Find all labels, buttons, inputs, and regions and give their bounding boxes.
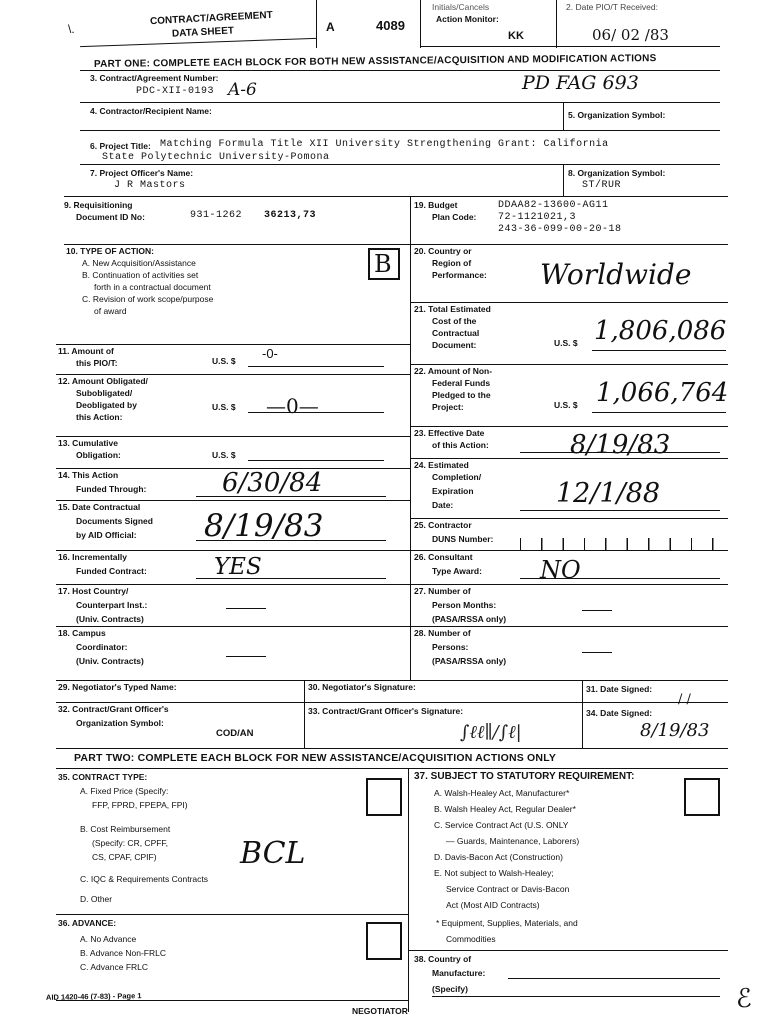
rule [56, 374, 410, 375]
type-of-action-b2: forth in a contractual document [94, 282, 211, 292]
statutory-e3: Act (Most AID Contracts) [446, 900, 540, 910]
completion-value: 12/1/88 [556, 478, 661, 509]
contract-type-label: 35. CONTRACT TYPE: [58, 772, 148, 782]
form-title-line2: DATA SHEET [171, 25, 235, 40]
header-bottom-rule [420, 46, 720, 47]
pio-amount-line [248, 366, 384, 367]
duns-label1: 25. Contractor [414, 520, 472, 530]
rule [64, 196, 728, 197]
non-federal-value: 1,066,764 [596, 378, 729, 408]
completion-label3: Expiration [432, 486, 474, 496]
host-country-label2: Counterpart Inst.: [76, 600, 148, 610]
form-letter: A [326, 20, 335, 34]
contract-officer-org-value: COD/AN [216, 728, 254, 739]
statutory-d: D. Davis-Bacon Act (Construction) [434, 852, 563, 862]
non-federal-label2: Federal Funds [432, 378, 491, 388]
pio-amount-value: -0- [262, 346, 278, 361]
advance-checkbox[interactable] [366, 922, 402, 960]
non-federal-label1: 22. Amount of Non- [414, 366, 493, 376]
person-months-dash [582, 610, 612, 611]
header-divider [420, 0, 421, 48]
statutory-e1: E. Not subject to Walsh-Healey; [434, 868, 554, 878]
persons-label3: (PASA/RSSA only) [432, 656, 507, 666]
completion-label2: Completion/ [432, 472, 482, 482]
rule [64, 244, 728, 245]
rule [410, 518, 728, 519]
project-title-value1: Matching Formula Title XII University Strengthening Grant: California [160, 139, 609, 150]
campus-dash [226, 656, 266, 657]
contract-number-value: PDC-XII-0193 [136, 86, 215, 97]
incremental-value: YES [214, 554, 262, 580]
page-mark: \. [68, 22, 75, 36]
rule [56, 550, 728, 551]
rule [56, 500, 410, 501]
person-months-label1: 27. Number of [414, 586, 471, 596]
requisition-label1: 9. Requisitioning [64, 200, 133, 210]
contract-type-b3: CS, CPAF, CPIF) [92, 852, 157, 862]
contract-officer-label1: 32. Contract/Grant Officer's [58, 704, 169, 714]
requisition-label2: Document ID No: [76, 212, 145, 222]
funded-through-value: 6/30/84 [222, 468, 323, 498]
manufacture-line2 [432, 996, 720, 997]
date-signed-34-value: 8/19/83 [640, 720, 710, 741]
date-signed-label1: 15. Date Contractual [58, 502, 141, 512]
contract-number-hand: A-6 [228, 80, 257, 100]
budget-value2: 72-1121021,3 [498, 212, 577, 223]
header-divider [556, 0, 557, 48]
negotiator-signature-label: 30. Negotiator's Signature: [308, 682, 416, 692]
date-pio-value: 06/ 02 /83 [592, 26, 669, 44]
total-cost-label2: Cost of the [432, 316, 477, 326]
type-of-action-b1: B. Continuation of activities set [82, 270, 199, 280]
statutory-c1: C. Service Contract Act (U.S. ONLY [434, 820, 569, 830]
obligated-label4: this Action: [76, 412, 123, 422]
action-monitor-value: KK [508, 30, 524, 42]
person-months-label3: (PASA/RSSA only) [432, 614, 507, 624]
host-country-label1: 17. Host Country/ [58, 586, 129, 596]
advance-label: 36. ADVANCE: [58, 918, 117, 928]
rule [56, 626, 728, 627]
rule [56, 436, 410, 437]
org-symbol-label: 5. Organization Symbol: [568, 110, 666, 120]
completion-label4: Date: [432, 500, 454, 510]
rule [410, 364, 728, 365]
person-months-label2: Person Months: [432, 600, 497, 610]
header-divider [316, 0, 317, 48]
budget-label1: 19. Budget [414, 200, 458, 210]
persons-dash [582, 652, 612, 653]
rule [410, 302, 728, 303]
obligated-value: —0— [266, 394, 319, 418]
obligated-label2: Subobligated/ [76, 388, 133, 398]
cumulative-label1: 13. Cumulative [58, 438, 118, 448]
divider [563, 102, 564, 130]
funded-through-label2: Funded Through: [76, 484, 147, 494]
requisition-value: 931-1262 [190, 210, 243, 221]
contract-number-label: 3. Contract/Agreement Number: [90, 73, 219, 83]
form-id: AID 1420-46 (7-83) - Page 1 [45, 991, 142, 1002]
type-of-action-checkbox[interactable] [368, 248, 400, 280]
rule [56, 680, 728, 681]
rule [56, 344, 410, 345]
pio-amount-currency: U.S. $ [212, 356, 236, 366]
incremental-label2: Funded Contract: [76, 566, 147, 576]
form-title-line1: CONTRACT/AGREEMENT [149, 9, 273, 28]
divider [304, 680, 305, 748]
contract-type-c: C. IQC & Requirements Contracts [80, 874, 209, 884]
persons-label2: Persons: [432, 642, 469, 652]
rule [56, 914, 408, 915]
project-officer-value: J R Mastors [114, 180, 186, 191]
requisition-value2: 36213,73 [264, 210, 317, 221]
statutory-checkbox[interactable] [684, 778, 720, 816]
funded-through-label1: 14. This Action [58, 470, 119, 480]
type-of-action-c1: C. Revision of work scope/purpose [82, 294, 214, 304]
manufacture-label2: Manufacture: [432, 968, 486, 978]
budget-value3: 243-36-099-00-20-18 [498, 224, 622, 235]
project-title-label: 6. Project Title: [90, 141, 151, 151]
host-country-label3: (Univ. Contracts) [76, 614, 144, 624]
contract-officer-signature-label: 33. Contract/Grant Officer's Signature: [308, 706, 464, 716]
persons-label1: 28. Number of [414, 628, 471, 638]
pio-amount-label1: 11. Amount of [58, 346, 114, 356]
obligated-label3: Deobligated by [76, 400, 137, 410]
corner-mark: ℰ [736, 984, 752, 1014]
completion-line [520, 510, 720, 511]
non-federal-label3: Pledged to the [432, 390, 491, 400]
action-monitor-label: Action Monitor: [436, 14, 499, 24]
country-label3: Performance: [432, 270, 487, 280]
consultant-label1: 26. Consultant [414, 552, 473, 562]
completion-label1: 24. Estimated [414, 460, 469, 470]
date-signed-label2: Documents Signed [76, 516, 153, 526]
header-rule [80, 38, 316, 47]
consultant-label2: Type Award: [432, 566, 482, 576]
country-label2: Region of [432, 258, 472, 268]
manufacture-label1: 38. Country of [414, 954, 472, 964]
rule [80, 102, 720, 103]
contract-type-d: D. Other [80, 894, 113, 904]
rule [410, 458, 728, 459]
statutory-note2: Commodities [446, 934, 496, 944]
advance-c: C. Advance FRLC [80, 962, 149, 972]
header-cut-label: Initials/Cancels [432, 2, 490, 12]
contract-type-a1: A. Fixed Price (Specify: [80, 786, 169, 796]
contract-type-b1: B. Cost Reimbursement [80, 824, 171, 834]
non-federal-line [592, 412, 726, 413]
statutory-c2: — Guards, Maintenance, Laborers) [446, 836, 580, 846]
contract-number-hand-right: PD FAG 693 [522, 72, 639, 94]
total-cost-currency: U.S. $ [554, 338, 578, 348]
manufacture-line [508, 978, 720, 979]
campus-label1: 18. Campus [58, 628, 106, 638]
date-signed-31-value: / / [678, 692, 691, 707]
manufacture-label3: (Specify) [432, 984, 468, 994]
advance-b: B. Advance Non-FRLC [80, 948, 166, 958]
type-of-action-value: B [374, 250, 392, 278]
date-signed-value: 8/19/83 [204, 508, 324, 544]
part-two-title: PART TWO: COMPLETE EACH BLOCK FOR NEW ASSISTANCE/ACQUISITION ACTIONS ONLY [74, 752, 557, 764]
non-federal-label4: Project: [432, 402, 464, 412]
advance-a: A. No Advance [80, 934, 137, 944]
duns-label2: DUNS Number: [432, 534, 494, 544]
total-cost-label3: Contractual [432, 328, 480, 338]
statutory-note1: * Equipment, Supplies, Materials, and [436, 918, 578, 928]
contract-type-a2: FFP, FPRD, FPEPA, FPI) [92, 800, 188, 810]
cumulative-currency: U.S. $ [212, 450, 236, 460]
obligated-currency: U.S. $ [212, 402, 236, 412]
statutory-b: B. Walsh Healey Act, Regular Dealer* [434, 804, 576, 814]
negotiator-name-label: 29. Negotiator's Typed Name: [58, 682, 177, 692]
part-one-title: PART ONE: COMPLETE EACH BLOCK FOR BOTH NEW ASSISTANCE/ACQUISITION AND MODIFICATION ACTIONS [93, 53, 657, 70]
contract-type-checkbox[interactable] [366, 778, 402, 816]
campus-label2: Coordinator: [76, 642, 128, 652]
statutory-label: 37. SUBJECT TO STATUTORY REQUIREMENT: [414, 771, 635, 782]
center-divider [410, 196, 411, 680]
cumulative-label2: Obligation: [76, 450, 121, 460]
rule [80, 164, 720, 165]
divider [563, 164, 564, 196]
total-cost-value: 1,806,086 [594, 316, 727, 346]
obligated-label1: 12. Amount Obligated/ [58, 376, 148, 386]
rule [56, 768, 728, 769]
statutory-a: A. Walsh-Healey Act, Manufacturer* [434, 788, 570, 798]
total-cost-line [592, 350, 726, 351]
date-pio-label: 2. Date PIO/T Received: [566, 2, 658, 12]
pio-amount-label2: this PIO/T: [76, 358, 118, 368]
country-value: Worldwide [540, 258, 692, 291]
cumulative-line [248, 460, 384, 461]
org-symbol-8-label: 8. Organization Symbol: [568, 168, 666, 178]
contract-type-b2: (Specify: CR, CPFF, [92, 838, 169, 848]
type-of-action-a: A. New Acquisition/Assistance [82, 258, 196, 268]
date-signed-label3: by AID Official: [76, 530, 137, 540]
effective-date-label2: of this Action: [432, 440, 489, 450]
contract-type-hand: BCL [240, 836, 306, 871]
form-number: 4089 [376, 18, 405, 33]
budget-value1: DDAA82-13600-AG11 [498, 200, 609, 211]
rule [56, 584, 728, 585]
rule [408, 950, 728, 951]
host-country-dash [226, 608, 266, 609]
non-federal-currency: U.S. $ [554, 400, 578, 410]
contractor-name-label: 4. Contractor/Recipient Name: [90, 106, 212, 116]
org-symbol-8-value: ST/RUR [582, 180, 622, 191]
effective-date-value: 8/19/83 [570, 430, 671, 460]
rule [56, 702, 728, 703]
date-signed-34-label: 34. Date Signed: [586, 708, 653, 718]
consultant-value: NO [540, 556, 581, 584]
project-title-value2: State Polytechnic University-Pomona [102, 152, 330, 163]
country-label1: 20. Country or [414, 246, 472, 256]
rule [56, 748, 728, 749]
rule [80, 130, 720, 131]
statutory-e2: Service Contract or Davis-Bacon [446, 884, 570, 894]
negotiator-footer: NEGOTIATOR [352, 1006, 408, 1016]
total-cost-label1: 21. Total Estimated [414, 304, 491, 314]
effective-date-label1: 23. Effective Date [414, 428, 485, 438]
type-of-action-c2: of award [94, 306, 127, 316]
rule [80, 70, 720, 71]
project-officer-label: 7. Project Officer's Name: [90, 168, 194, 178]
campus-label3: (Univ. Contracts) [76, 656, 144, 666]
date-signed-31-label: 31. Date Signed: [586, 684, 653, 694]
divider [582, 680, 583, 748]
contract-officer-signature: ∫ℓℓ∥/∫ℓ| [460, 722, 522, 743]
center-divider-2 [408, 768, 409, 1012]
type-of-action-label: 10. TYPE OF ACTION: [66, 246, 155, 256]
budget-label2: Plan Code: [432, 212, 477, 222]
incremental-label1: 16. Incrementally [58, 552, 127, 562]
rule [410, 426, 728, 427]
contract-officer-label2: Organization Symbol: [76, 718, 164, 728]
total-cost-label4: Document: [432, 340, 477, 350]
